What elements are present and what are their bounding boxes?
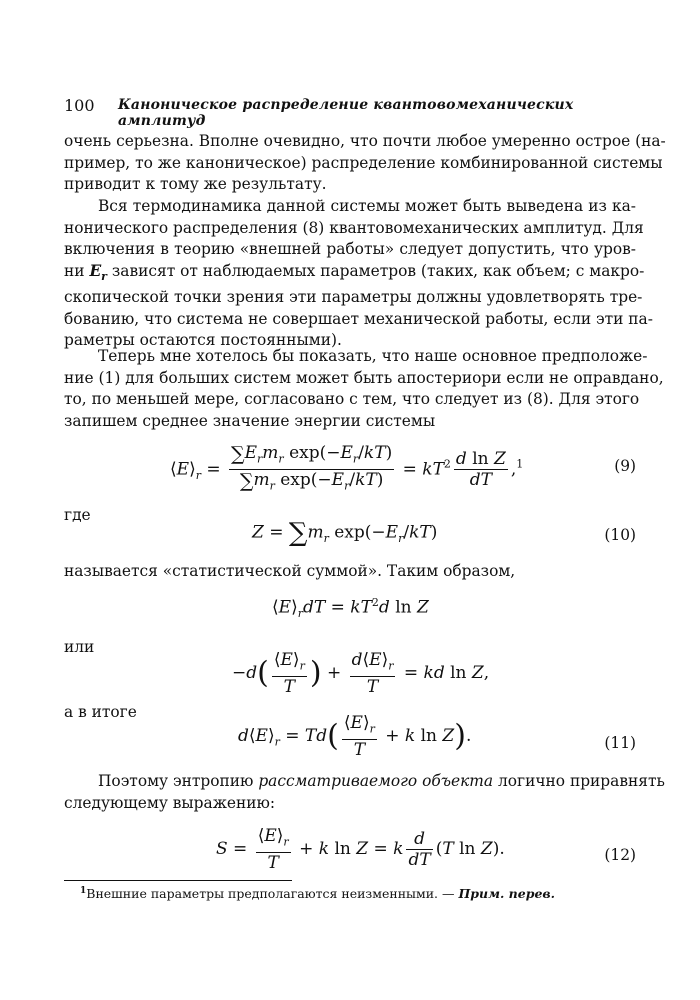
equation-rearranged: −d( $\frac{⟨E⟩_r}{T}$ ) + $\frac{d⟨E⟩_r}{T}$ = kd ln Z,: [232, 650, 490, 698]
footnote-translator-note: Прим. перев.: [458, 886, 555, 901]
text-fragment: ни: [64, 261, 85, 280]
text-line: запишем среднее значение энергии системы: [64, 411, 436, 430]
text-fragment: логично приравнять: [493, 772, 665, 790]
equation-10: $Z = \sum m_r$ $\exp(-E_r/kT)$: [252, 518, 438, 548]
page-number: 100: [64, 96, 95, 115]
footnote-text: Внешние параметры предполагаются неизменными. —: [86, 886, 459, 901]
footnote-mark: 1: [80, 886, 87, 896]
text-line: очень серьезна. Вполне очевидно, что почти любое умеренно острое (на-: [64, 132, 666, 150]
text-fragment: Поэтому энтропию: [98, 772, 259, 790]
footnote: [80, 886, 555, 901]
equation-number: (9): [614, 457, 636, 475]
equation-12: S = $\frac{⟨E⟩_r}{T}$ + k ln Z = k $\frac{d}{dT}$ (T ln Z).: [216, 826, 505, 874]
text-line: нонического распределения (8) квантовомеханических амплитуд. Для: [64, 218, 644, 237]
text-line: приводит к тому же результату.: [64, 175, 327, 193]
paragraph-4: [64, 771, 665, 814]
equation-9: $⟨E⟩_r$ = $\frac{\sum E_rm_r \exp(-E_r/kT)}{\sum m_r \exp(-E_r/kT)}$ = $kT^2$ $\frac{\text{d ln Z}}{dT}$ ,$^1$: [170, 443, 523, 497]
label-where: где: [64, 506, 91, 524]
text-line: ние (1) для больших систем может быть апостериори если не оправдано,: [64, 368, 664, 387]
text-line: скопической точки зрения эти параметры должны удовлетворять тре-: [64, 288, 643, 307]
equation-number: (10): [604, 526, 636, 544]
fraction: $\frac{\sum E_rm_r \exp(-E_r/kT)}{\sum m_r \exp(-E_r/kT)}$: [231, 443, 393, 493]
equation-energy-differential: $⟨E⟩_rdT = kT^2d$ ln Z: [272, 596, 429, 621]
text-line: включения в теорию «внешней работы» следует допустить, что уров-: [64, 240, 636, 258]
footnote-rule: [64, 880, 292, 881]
page-header: [64, 96, 636, 129]
text-line: Теперь мне хотелось бы показать, что наше основное предположе-: [98, 347, 648, 365]
text-line: бованию, что система не совершает механической работы, если эти па-: [64, 309, 653, 328]
text-line: следующему выражению:: [64, 793, 276, 812]
equation-number: (11): [604, 734, 636, 752]
text-line: то, по меньшей мере, согласовано с тем, что следует из (8). Для этого: [64, 390, 640, 408]
text-fragment: зависят от наблюдаемых параметров (таких, как объем; с макро-: [111, 261, 645, 280]
running-title: Каноническое распределение квантовомеханических амплитуд: [118, 97, 574, 129]
paragraph-2: [64, 196, 653, 352]
paragraph-1: [64, 131, 666, 196]
text-line-with-emphasis: [64, 771, 665, 793]
text-line-with-math: ни $E_r$ зависят от наблюдаемых параметров (таких, как объем; с макро-: [64, 261, 645, 283]
label-or: или: [64, 638, 95, 656]
text-line: пример, то же каноническое) распределение комбинированной системы: [64, 153, 663, 172]
equation-number: (12): [604, 846, 636, 864]
text-line: раметры остаются постоянными).: [64, 331, 342, 350]
paragraph-3: [64, 346, 664, 432]
text-line: Вся термодинамика данной системы может быть выведена из ка-: [98, 197, 636, 215]
equation-11: $d⟨E⟩_r = Td$( $\frac{⟨E⟩_r}{T}$ + k ln Z).: [238, 713, 472, 761]
label-called: называется «статистической суммой». Таким образом,: [64, 562, 516, 580]
label-finally: а в итоге: [64, 703, 137, 721]
emphasized-text: рассматриваемого объекта: [258, 772, 494, 790]
